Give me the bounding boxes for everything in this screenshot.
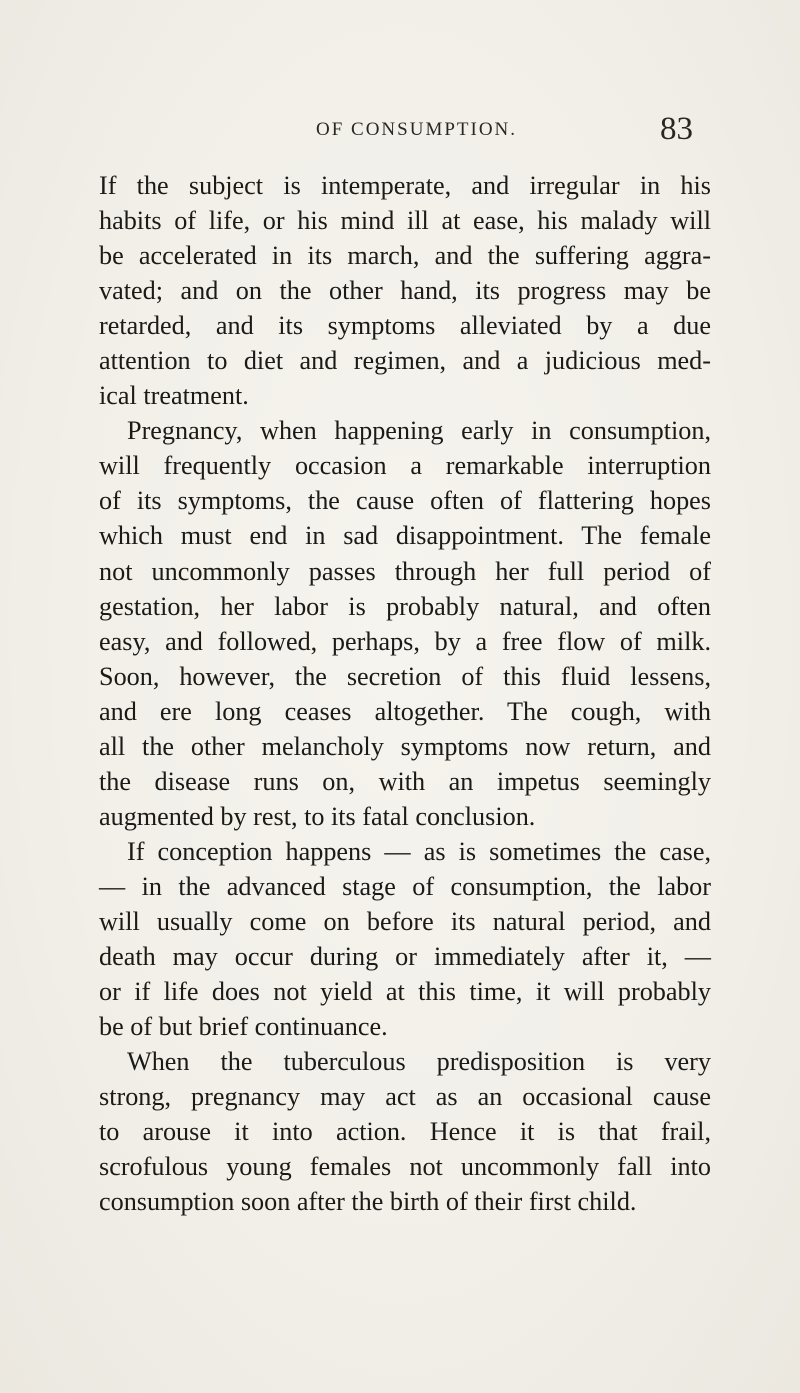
text-line: augmented by rest, to its fatal conclusion. [99, 801, 536, 831]
text-line: the disease runs on, with an impetus seemingly [99, 766, 711, 796]
text-line: If the subject is intemperate, and irregular in his [99, 171, 711, 200]
text-line: easy, and followed, perhaps, by a free flow of milk. [99, 626, 711, 656]
text-line: Soon, however, the secretion of this fluid lessens, [99, 661, 711, 691]
paragraph [99, 168, 711, 413]
text-line: and ere long ceases altogether. The cough, with [99, 696, 711, 726]
running-title: OF CONSUMPTION. [316, 119, 518, 140]
text-line: habits of life, or his mind ill at ease, his malady will [99, 206, 711, 236]
text-line: which must end in sad disappointment. The female [99, 521, 711, 551]
text-line: be of but brief continuance. [99, 1012, 388, 1042]
text-line: When the tuberculous predisposition is very [127, 1047, 711, 1077]
text-line: of its symptoms, the cause often of flattering hopes [99, 486, 711, 516]
text-line: retarded, and its symptoms alleviated by a due [99, 311, 711, 341]
body-text [99, 168, 711, 1219]
paragraph [99, 1044, 711, 1219]
text-line: not uncommonly passes through her full period of [99, 556, 711, 586]
text-line: strong, pregnancy may act as an occasional cause [99, 1082, 711, 1112]
text-line: ical treatment. [99, 381, 249, 411]
text-line: will frequently occasion a remarkable interruption [99, 451, 711, 481]
text-line: If conception happens — as is sometimes the case, [127, 836, 711, 866]
text-line: Pregnancy, when happening early in consumption, [127, 416, 711, 446]
text-line: gestation, her labor is probably natural, and often [99, 591, 711, 621]
text-line: be accelerated in its march, and the suffering aggra- [99, 241, 711, 271]
text-line: will usually come on before its natural period, and [99, 906, 711, 936]
paragraph [99, 834, 711, 1044]
text-line: scrofulous young females not uncommonly fall into [99, 1152, 711, 1182]
text-line: to arouse it into action. Hence it is that frail, [99, 1117, 711, 1147]
text-line: or if life does not yield at this time, it will probably [99, 977, 711, 1007]
text-line: all the other melancholy symptoms now return, and [99, 731, 711, 761]
text-line: attention to diet and regimen, and a judicious med- [99, 346, 711, 376]
text-line: vated; and on the other hand, its progress may be [99, 276, 711, 306]
text-line: death may occur during or immediately after it, — [99, 942, 711, 972]
running-header [0, 111, 800, 149]
text-line: consumption soon after the birth of their first child. [99, 1187, 637, 1217]
paragraph [99, 413, 711, 834]
text-line: — in the advanced stage of consumption, the labor [99, 871, 711, 901]
page-number: 83 [660, 111, 693, 147]
